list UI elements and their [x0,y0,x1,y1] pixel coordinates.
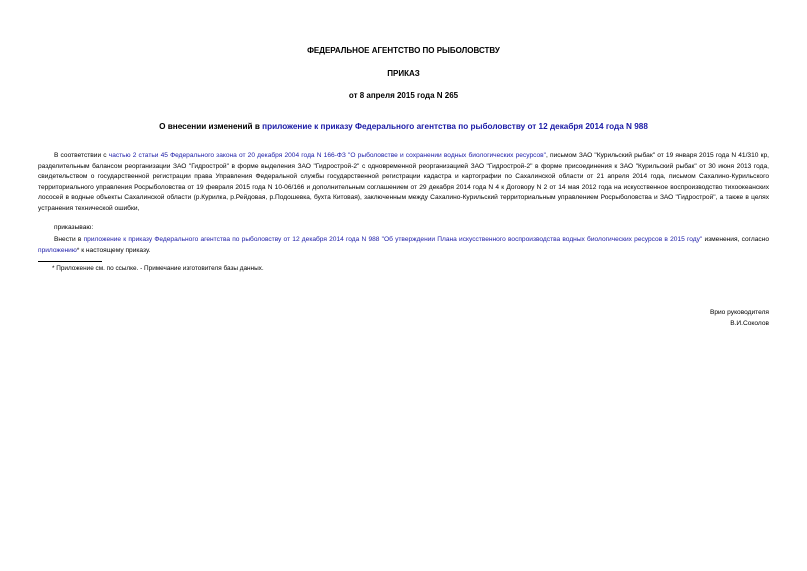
appendix-order-link[interactable]: приложение к приказу Федерального агентства по рыболовству от 12 декабря 2014 года N 988 "Об утверждении Плана искусственного воспроизводства водных биологических ресурсов в 2015 году" [83,236,703,243]
order-word: приказываю: [54,224,94,231]
signatory-name: В.И.Соколов [730,320,769,327]
order-paragraph [38,235,769,256]
appendix-link[interactable]: приложению [38,246,77,254]
agency-name: ФЕДЕРАЛЬНОЕ АГЕНТСТВО ПО РЫБОЛОВСТВУ [307,46,500,55]
heading-prefix: О внесении изменений в [159,122,263,131]
heading-link[interactable]: приложение к приказу Федерального агентства по рыболовству от 12 декабря 2014 года N 988 [262,122,648,131]
preamble-text-rest: , письмом ЗАО "Курильский рыбак" от 19 января 2015 года N 41/310 кр, разделительным балансом реорганизации ЗАО "Гидрострой" в форме выделения ЗАО "Гидрострой-2" с одновременной реорганизацией ЗАО "Гидрострой-2" в форме присоединения к ЗАО "Курильский рыбак" от 30 июня 2013 года, свидетельством о государственной регистрации права Управления Федеральной службы государственной регистрации кадастра и картографии по Сахалинской области от 21 апреля 2014 года, письмом Сахалино-Курильского территориального управления Росрыболовства от 19 февраля 2015 года N 10-06/166 и дополнительным соглашением от 29 декабря 2014 года N 4 к Договору N 2 от 14 мая 2012 года на искусственное воспроизводство тихоокеанских лососей в водные объекты Сахалинской области (р.Курилка, р.Рейдовая, р.Подошевка, бухта Китовая), заключенным между Сахалино-Курильский территориальным управлением Росрыболовства и ЗАО "Гидрострой", а также в целях устранения технической ошибки, [38,152,769,212]
law-link[interactable]: частью 2 статьи 45 Федерального закона от 20 декабря 2004 года N 166-ФЗ "О рыболовстве и сохранении водных биологических ресурсов" [108,152,546,159]
signature-block [710,307,769,329]
footnote: * Приложение см. по ссылке. - Примечание изготовителя базы данных. [52,265,264,272]
order-text-end: * к настоящему приказу. [76,246,151,254]
document-date-number: от 8 апреля 2015 года N 265 [348,91,459,100]
preamble-text-start: В соответствии с [54,152,109,159]
order-text-middle: изменения, согласно [702,236,769,243]
order-text-start: Внести в [54,236,84,243]
footnote-divider [38,261,102,262]
document-type: ПРИКАЗ [387,69,420,78]
signatory-title: Врио руководителя [709,309,769,316]
document-heading [0,122,807,131]
preamble-paragraph [38,151,769,215]
